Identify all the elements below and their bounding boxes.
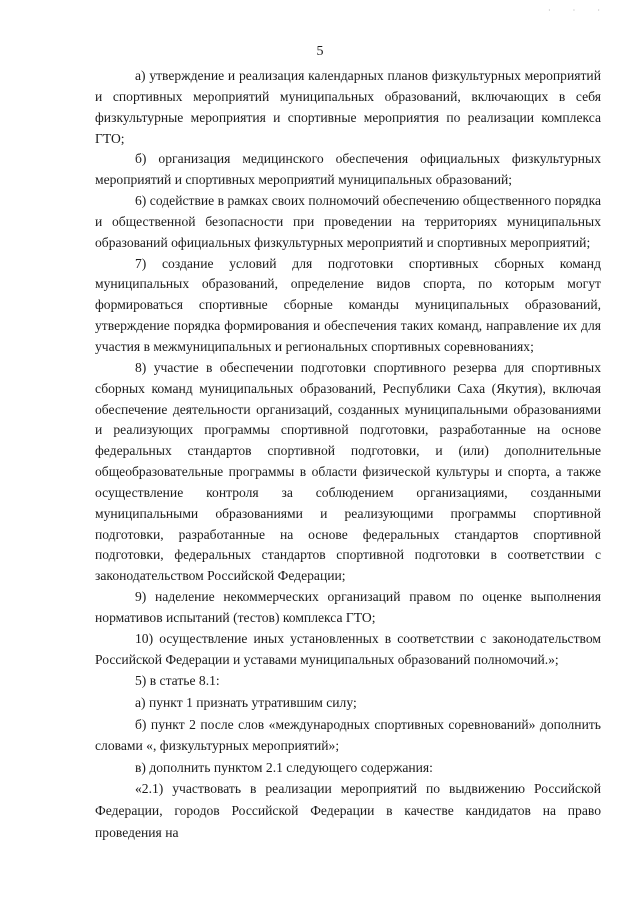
scan-corner-marks: · · · — [548, 6, 610, 15]
paragraph-item-6-public-order: 6) содействие в рамках своих полномочий обеспечению общественного порядка и общественной безопасности при проведении на территориях муниципальных образований официальных физкультурных мероприятий и спортивных мероприятий; — [95, 193, 601, 250]
paragraph-item-10-other-powers: 10) осуществление иных установленных в соответствии с законодательством Российской Федерации и уставами муниципальных образований полномочий.»; — [95, 630, 601, 667]
document-body — [95, 66, 601, 843]
paragraph-item-a-calendar-plans: а) утверждение и реализация календарных планов физкультурных мероприятий и спортивных мероприятий муниципальных образований, включающих в себя физкультурные мероприятия и спортивные мероприятия по реализации комплекса ГТО; — [95, 68, 601, 146]
paragraph-point-2-1: «2.1) участвовать в реализации мероприятий по выдвижению Российской Федерации, городов Российской Федерации в качестве кандидатов на право проведения на — [95, 781, 601, 840]
paragraph-item-9-gto-evaluation: 9) наделение некоммерческих организаций правом по оценке выполнения нормативов испытаний (тестов) комплекса ГТО; — [95, 589, 601, 625]
paragraph-item-8-sports-reserve: 8) участие в обеспечении подготовки спортивного резерва для спортивных сборных команд муниципальных образований, Республики Саха (Якутия), включая обеспечение деятельности организаций, созданных муниципальными образованиями и реализующих программы спортивной подготовки, разработанные на основе федеральных стандартов спортивной подготовки, и (или) дополнительные общеобразовательные программы в области физической культуры и спорта, а также осуществление контроля за соблюдением организациями, созданными муниципальными образованиями и реализующими программы спортивной подготовки, разработанные на основе федеральных стандартов спортивной подготовки, федеральных стандартов спортивной подготовки в соответствии с законодательством Российской Федерации; — [95, 359, 601, 584]
paragraph-item-b-point-2: б) пункт 2 после слов «международных спортивных соревнований» дополнить словами «, физкультурных мероприятий»; — [95, 716, 601, 754]
paragraph-item-b-medical-support: б) организация медицинского обеспечения официальных физкультурных мероприятий и спортивных мероприятий муниципальных образований; — [95, 151, 601, 188]
paragraph-item-7-team-conditions: 7) создание условий для подготовки спортивных сборных команд муниципальных образований, определение видов спорта, по которым могут формироваться спортивные сборные команды муниципальных образований, утверждение порядка формирования и обеспечения таких команд, направление их для участия в межмуниципальных и региональных спортивных соревнованиях; — [95, 255, 601, 354]
paragraph-item-a-point-1: а) пункт 1 признать утратившим силу; — [135, 695, 357, 711]
paragraph-item-v-add-point: в) дополнить пунктом 2.1 следующего содержания: — [135, 759, 433, 775]
page-number: 5 — [316, 44, 324, 59]
paragraph-article-8-1: 5) в статье 8.1: — [135, 673, 220, 689]
